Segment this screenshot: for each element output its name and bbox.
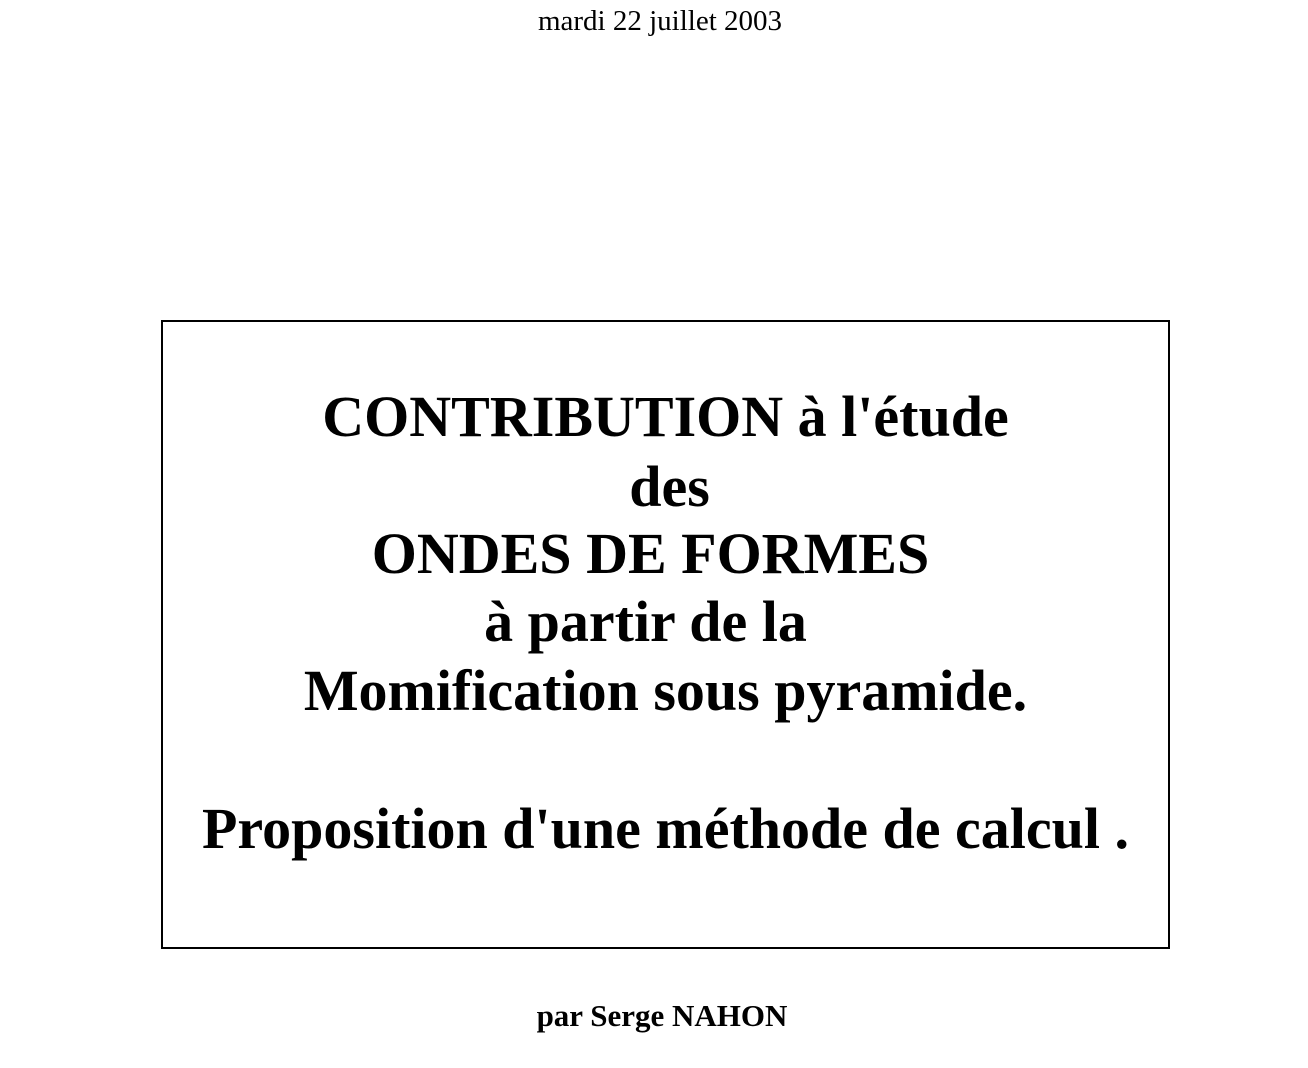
author-byline: par Serge NAHON bbox=[536, 998, 788, 1033]
title-line-contribution: CONTRIBUTION à l'étude bbox=[322, 384, 1009, 449]
title-line-momification: Momification sous pyramide. bbox=[303, 658, 1028, 723]
title-line-a-partir-de-la: à partir de la bbox=[484, 589, 807, 654]
title-line-des: des bbox=[629, 454, 710, 519]
title-line-ondes-de-formes: ONDES DE FORMES bbox=[371, 521, 930, 586]
document-date: mardi 22 juillet 2003 bbox=[537, 5, 783, 37]
title-box bbox=[161, 320, 1170, 949]
subtitle-proposition: Proposition d'une méthode de calcul . bbox=[202, 796, 1129, 861]
